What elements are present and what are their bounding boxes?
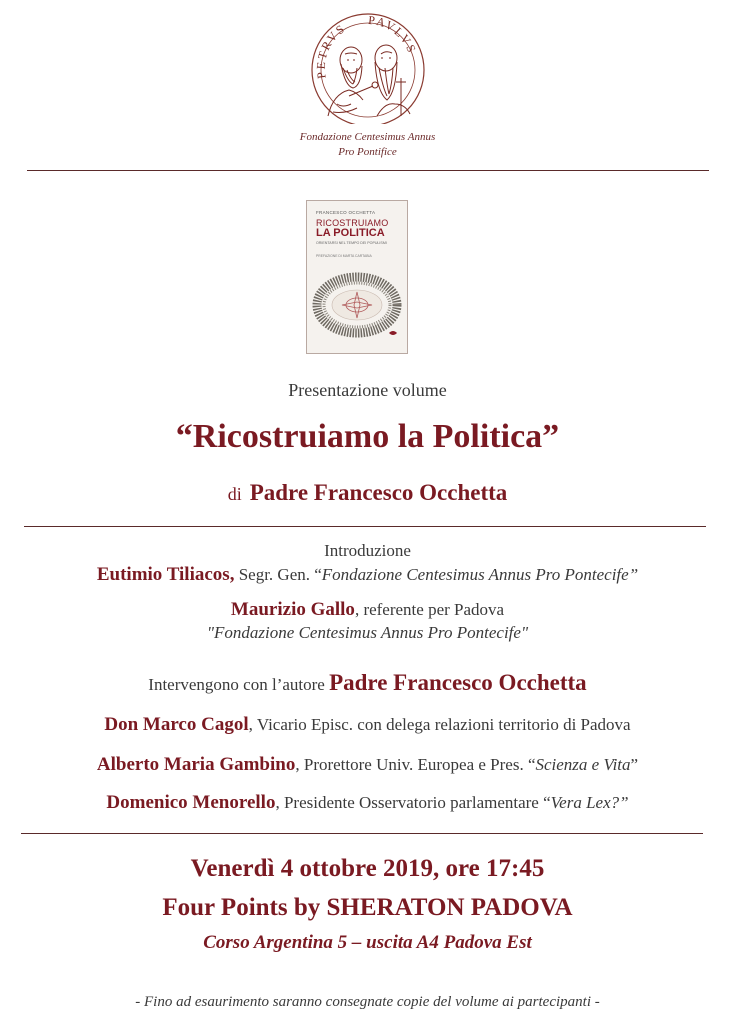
section-divider-top [24, 526, 706, 527]
speaker-role: , Vicario Episc. con delega relazioni territorio di Padova [248, 715, 631, 734]
speaker-role: , referente per Padova [354, 600, 505, 619]
panel-author: Padre Francesco Occhetta [329, 670, 587, 695]
speaker-name: Maurizio Gallo [230, 599, 355, 620]
speaker-name: Don Marco Cagol [104, 714, 249, 735]
by-prefix: di [227, 484, 242, 504]
crowd-compass-illustration [307, 201, 408, 354]
speaker-org: Vera Lex?” [550, 793, 629, 812]
panel-intro [0, 670, 735, 696]
foundation-logo [293, 8, 443, 124]
speaker-org-tail: ” [630, 755, 639, 774]
header-divider [27, 170, 709, 171]
author-line [0, 480, 735, 506]
panel-speaker [0, 792, 735, 814]
author-name: Padre Francesco Occhetta [249, 480, 508, 505]
event-address: Corso Argentina 5 – uscita A4 Padova Est [203, 932, 532, 953]
introduction-label: Introduzione [324, 541, 411, 560]
saints-medallion-icon [293, 8, 443, 124]
presentation-label: Presentazione volume [288, 380, 447, 400]
book-cover-author: FRANCESCO OCCHETTA [316, 210, 376, 215]
book-cover [306, 200, 408, 354]
section-divider-bottom [21, 833, 703, 834]
footer-note: - Fino ad esaurimento saranno consegnate copie del volume ai partecipanti - [135, 994, 600, 1010]
speaker-org: Scienza e Vita [535, 755, 631, 774]
speaker-name: Eutimio Tiliacos, [96, 564, 235, 585]
panel-speaker [0, 714, 735, 736]
foundation-subtitle: Pro Pontifice [338, 146, 397, 158]
event-date: Venerdì 4 ottobre 2019, ore 17:45 [190, 855, 545, 882]
panel-intro-text: Intervengono con l’autore [148, 675, 330, 694]
speaker-role: , Presidente Osservatorio parlamentare “ [275, 793, 551, 812]
intro-speaker-2 [0, 599, 735, 621]
speaker-org: "Fondazione Centesimus Annus Pro Pontecife" [206, 623, 529, 642]
book-cover-preface: PREFAZIONE DI MARTA CARTABIA [316, 254, 372, 258]
speaker-role: , Prorettore Univ. Europea e Pres. “ [295, 755, 536, 774]
foundation-name: Fondazione Centesimus Annus [299, 131, 436, 143]
event-venue: Four Points by SHERATON PADOVA [162, 894, 573, 921]
book-cover-title-line2: LA POLITICA [316, 227, 385, 239]
book-cover-subtitle: ORIENTARSI NEL TEMPO DEI POPULISMI [316, 241, 387, 245]
panel-speaker [0, 754, 735, 776]
book-title: “Ricostruiamo la Politica” [175, 418, 560, 455]
speaker-org: Fondazione Centesimus Annus Pro Pontecife” [321, 565, 639, 584]
book-cover-title-line1: RICOSTRUIAMO [316, 218, 389, 228]
logo-text-left: PETRVS [313, 20, 349, 80]
speaker-role: Segr. Gen. “ [234, 565, 322, 584]
intro-speaker-1 [0, 564, 735, 586]
logo-text-right: PAVLVS [367, 12, 420, 57]
speaker-name: Alberto Maria Gambino [96, 754, 296, 775]
speaker-name: Domenico Menorello [106, 792, 276, 813]
